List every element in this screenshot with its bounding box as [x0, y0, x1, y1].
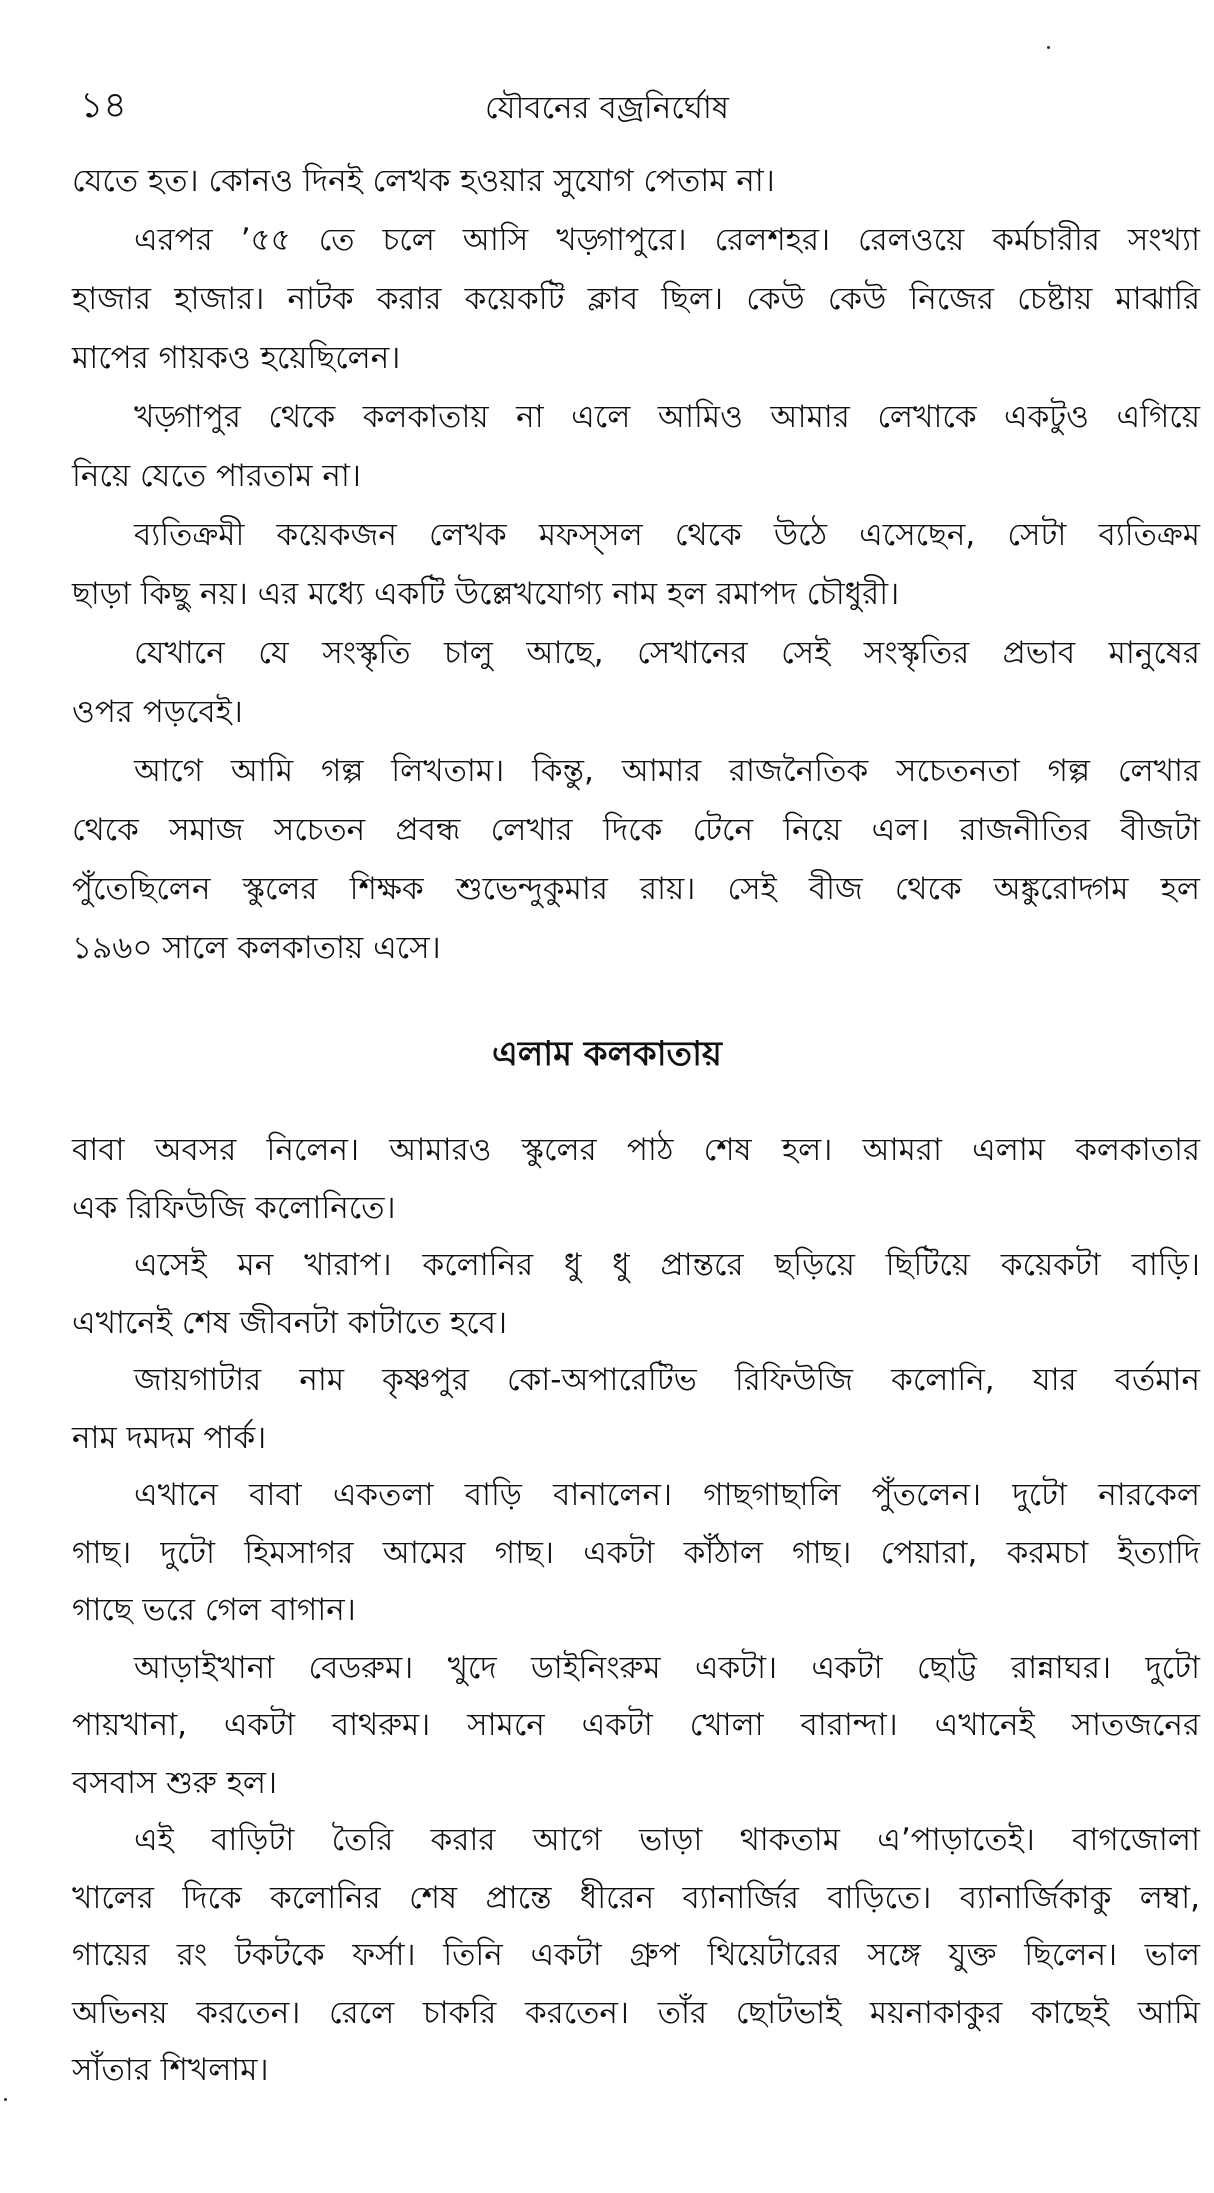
- text-line: পায়খানা, একটা বাথরুম। সামনে একটা খোলা বারান্দা। এখানেই সাতজনের: [72, 1707, 1200, 1743]
- text-line: মাপের গায়কও হয়েছিলেন।: [72, 340, 401, 376]
- text-line: গায়ের রং টকটকে ফর্সা। তিনি একটা গ্রুপ থিয়েটারের সঙ্গে যুক্ত ছিলেন। ভাল: [72, 1937, 1200, 1973]
- paragraph: [72, 1237, 1200, 1352]
- text-line: আগে আমি গল্প লিখতাম। কিন্তু, আমার রাজনৈতিক সচেতনতা গল্প লেখার: [134, 753, 1200, 789]
- paragraph: [72, 1352, 1200, 1467]
- text-line: পুঁতেছিলেন স্কুলের শিক্ষক শুভেন্দুকুমার রায়। সেই বীজ থেকে অঙ্কুরোদ্গম হল: [72, 871, 1200, 907]
- paragraph: [72, 1122, 1200, 1237]
- paragraph: [72, 152, 1200, 211]
- text-line: যেখানে যে সংস্কৃতি চালু আছে, সেখানের সেই সংস্কৃতির প্রভাব মানুষের: [134, 635, 1200, 671]
- text-line: এখানে বাবা একতলা বাড়ি বানালেন। গাছগাছালি পুঁতলেন। দুটো নারকেল: [134, 1477, 1200, 1513]
- text-line: গাছে ভরে গেল বাগান।: [72, 1592, 356, 1628]
- text-line: বসবাস শুরু হল।: [72, 1764, 278, 1801]
- paragraph: [72, 506, 1200, 624]
- text-line: থেকে সমাজ সচেতন প্রবন্ধ লেখার দিকে টেনে নিয়ে এল। রাজনীতির বীজটা: [72, 812, 1200, 848]
- text-line: সাঁতার শিখলাম।: [72, 2052, 269, 2088]
- text-line: এই বাড়িটা তৈরি করার আগে ভাড়া থাকতাম এ’পাড়াতেই। বাগজোলা: [134, 1822, 1200, 1858]
- paragraph: [72, 1467, 1200, 1640]
- text-line: এখানেই শেষ জীবনটা কাটাতে হবে।: [72, 1304, 508, 1341]
- body-section-1: [72, 152, 1200, 978]
- text-line: এসেই মন খারাপ। কলোনির ধু ধু প্রান্তরে ছড়িয়ে ছিটিয়ে কয়েকটা বাড়ি।: [134, 1247, 1200, 1283]
- text-line: আড়াইখানা বেডরুম। খুদে ডাইনিংরুম একটা। একটা ছোট্ট রান্নাঘর। দুটো: [134, 1649, 1200, 1686]
- text-line: যেতে হত। কোনও দিনই লেখক হওয়ার সুযোগ পেতাম না।: [72, 163, 775, 199]
- text-line: বাবা অবসর নিলেন। আমারও স্কুলের পাঠ শেষ হল। আমরা এলাম কলকাতার: [72, 1132, 1200, 1168]
- paragraph: [72, 742, 1200, 978]
- text-line: হাজার হাজার। নাটক করার কয়েকটি ক্লাব ছিল। কেউ কেউ নিজের চেষ্টায় মাঝারি: [72, 281, 1200, 317]
- text-line: খড়্গাপুর থেকে কলকাতায় না এলে আমিও আমার লেখাকে একটুও এগিয়ে: [134, 399, 1200, 435]
- running-title: যৌবনের বজ্রনির্ঘোষ: [485, 90, 729, 126]
- text-line: ওপর পড়বেই।: [72, 694, 243, 730]
- text-line: ১৯৬০ সালে কলকাতায় এসে।: [72, 930, 441, 966]
- body-section-2: [72, 1122, 1200, 2100]
- paragraph: [72, 624, 1200, 742]
- paragraph: [72, 211, 1200, 388]
- text-line: এক রিফিউজি কলোনিতে।: [72, 1189, 396, 1226]
- text-line: নিয়ে যেতে পারতাম না।: [72, 458, 361, 494]
- text-line: এরপর ’৫৫ তে চলে আসি খড়্গাপুরে। রেলশহর। রেলওয়ে কর্মচারীর সংখ্যা: [134, 222, 1200, 258]
- paragraph: [72, 388, 1200, 506]
- text-line: অভিনয় করতেন। রেলে চাকরি করতেন। তাঁর ছোটভাই ময়নাকাকুর কাছেই আমি: [72, 1994, 1200, 2031]
- paragraph: [72, 1812, 1200, 2100]
- text-line: ব্যতিক্রমী কয়েকজন লেখক মফস্সল থেকে উঠে এসেছেন, সেটা ব্যতিক্রম: [134, 517, 1200, 553]
- text-line: খালের দিকে কলোনির শেষ প্রান্তে ধীরেন ব্যানার্জির বাড়িতে। ব্যানার্জিকাকু লম্বা,: [72, 1879, 1200, 1916]
- scan-speck: [1047, 46, 1050, 49]
- text-line: ছাড়া কিছু নয়। এর মধ্যে একটি উল্লেখযোগ্য নাম হল রমাপদ চৌধুরী।: [72, 576, 900, 612]
- text-line: গাছ। দুটো হিমসাগর আমের গাছ। একটা কাঁঠাল গাছ। পেয়ারা, করমচা ইত্যাদি: [72, 1534, 1200, 1571]
- text-line: জায়গাটার নাম কৃষ্ণপুর কো-অপারেটিভ রিফিউজি কলোনি, যার বর্তমান: [134, 1362, 1200, 1398]
- section-heading: এলাম কলকাতায়: [492, 1034, 722, 1074]
- page-number: ১৪: [80, 85, 127, 126]
- paragraph: [72, 1640, 1200, 1813]
- scan-speck: [4, 2098, 7, 2101]
- text-line: নাম দমদম পার্ক।: [72, 1419, 267, 1456]
